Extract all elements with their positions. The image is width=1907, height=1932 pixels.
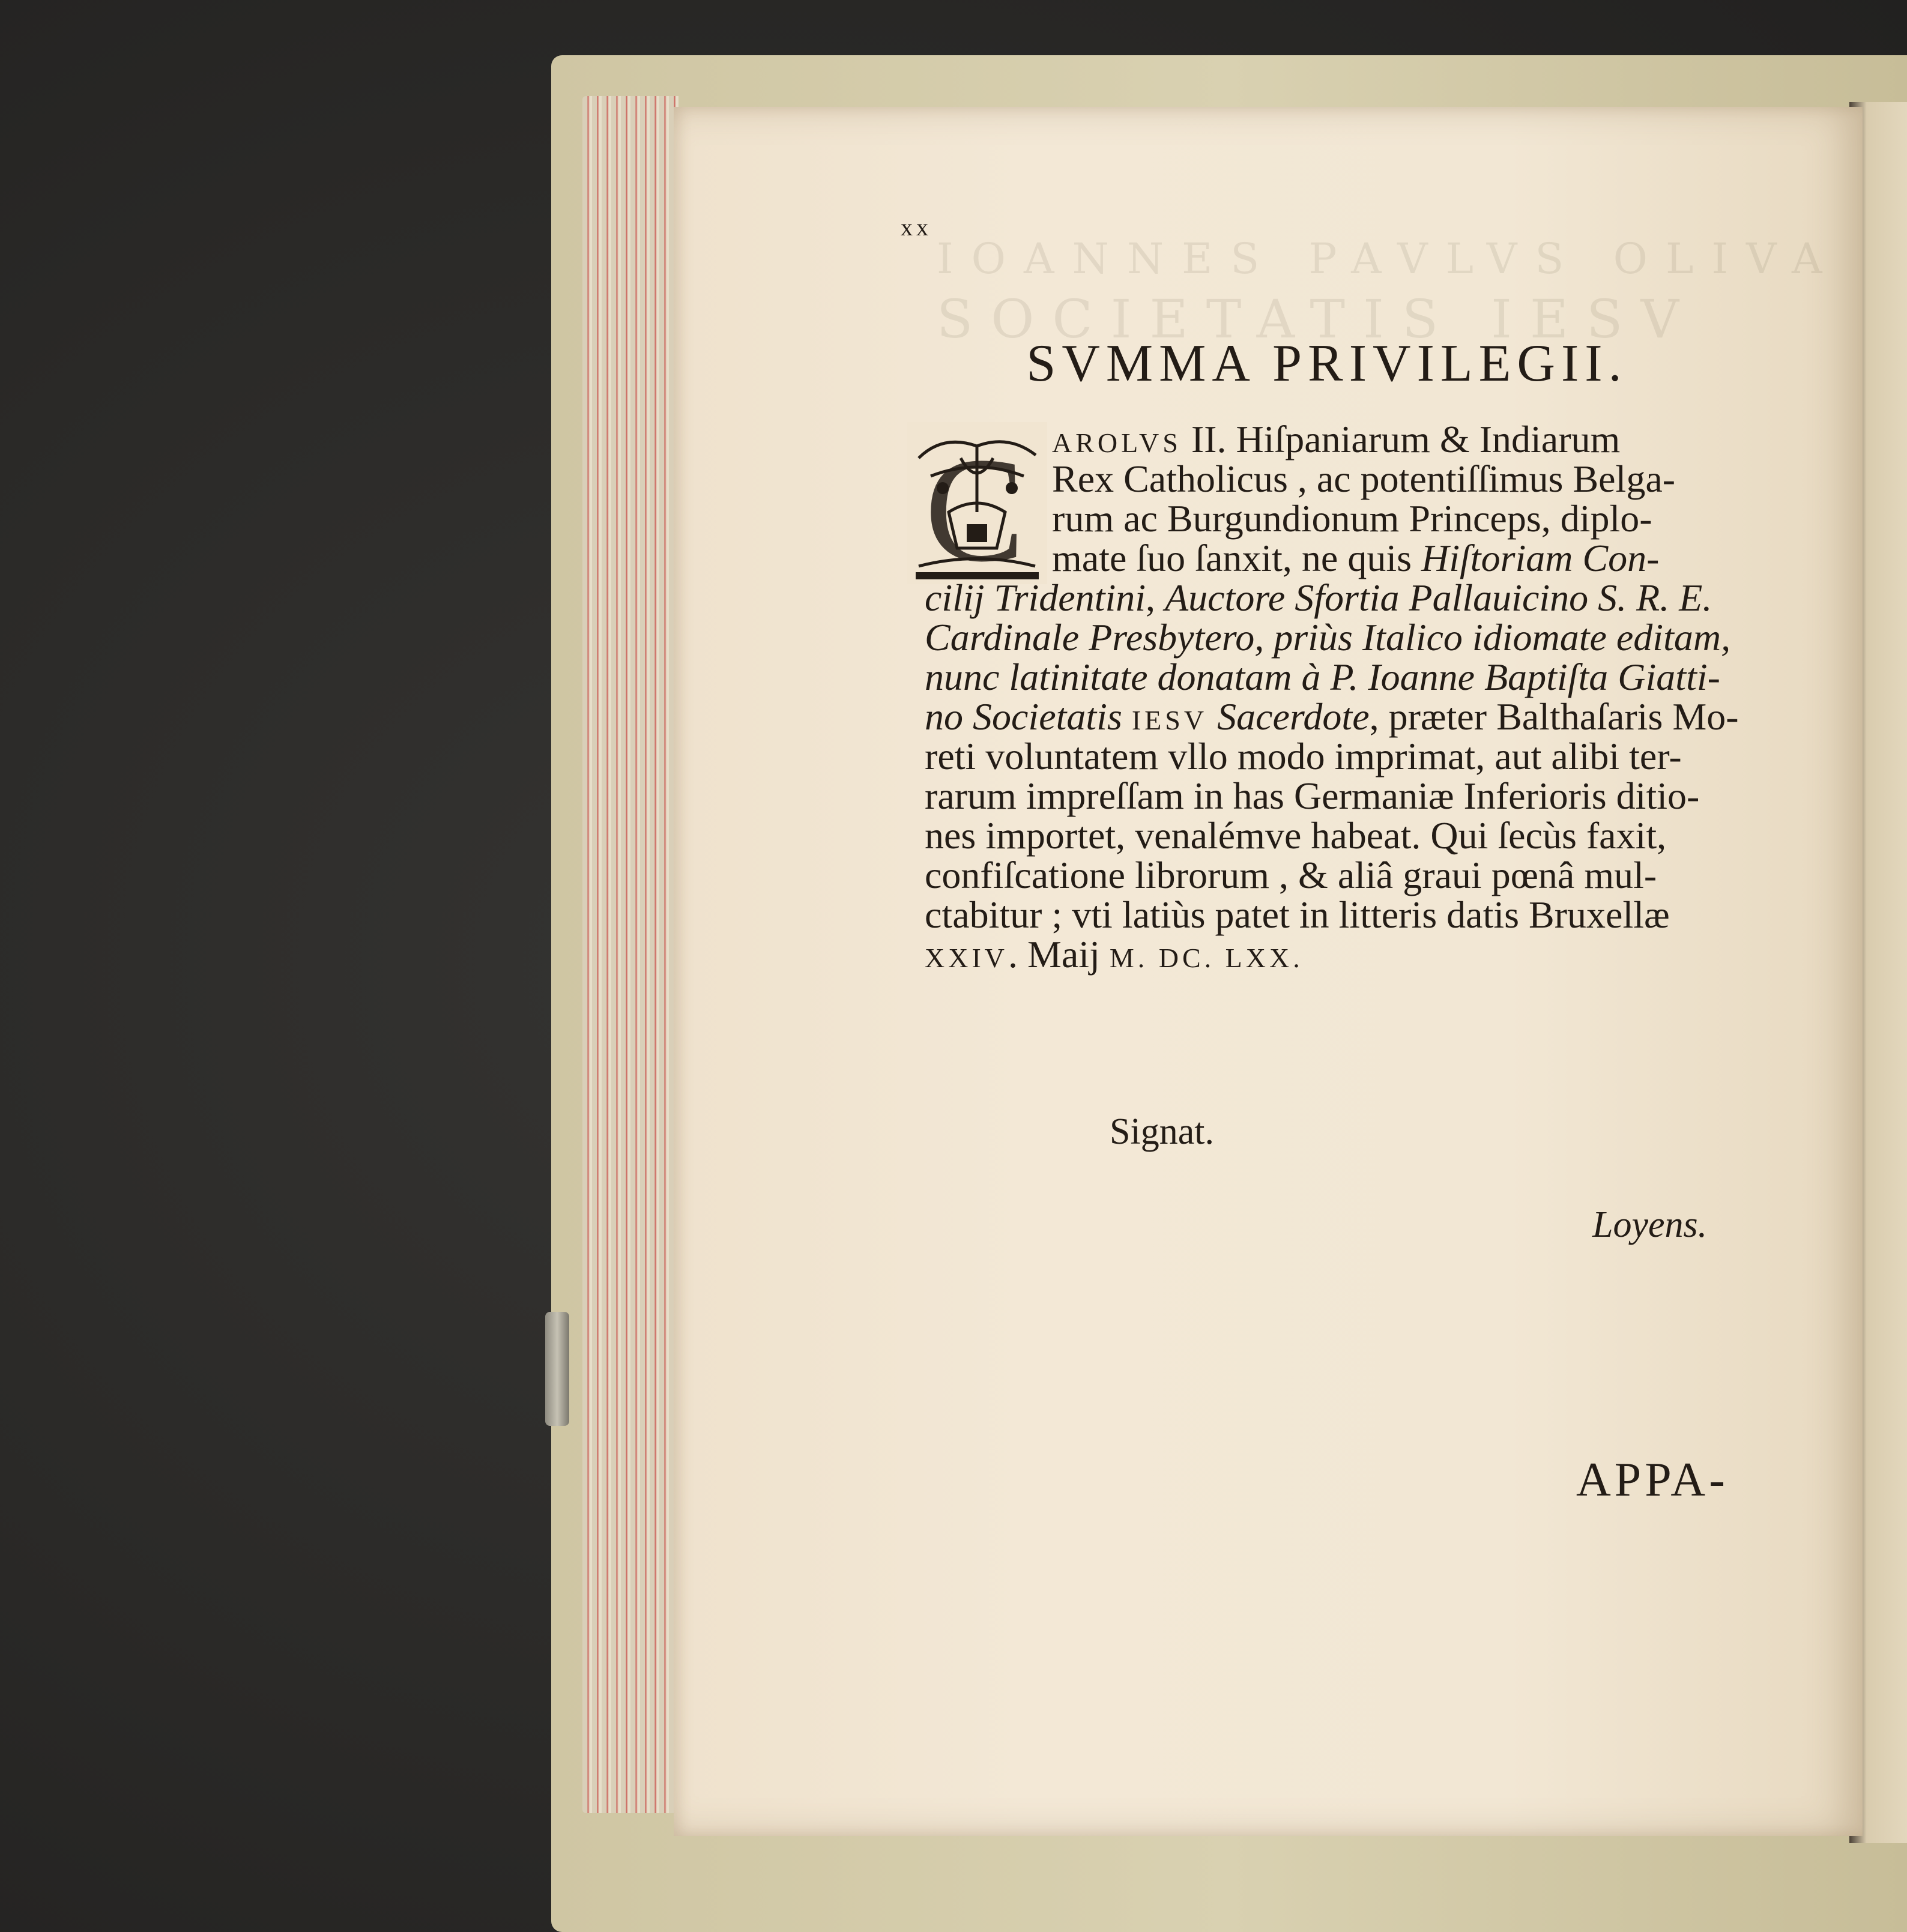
page-title: SVMMA PRIVILEGII. xyxy=(1026,334,1628,393)
decorated-initial-icon xyxy=(907,422,1047,584)
show-through-1: IOANNES PAVLVS OLIVA xyxy=(937,234,1840,283)
text-span: XXIV xyxy=(925,943,1008,973)
text-span: Rex Catholicus , ac potentiſſimus Belga- xyxy=(1052,457,1676,500)
text-span: ctabitur ; vti latiùs patet in litteris datis Bruxellæ xyxy=(925,893,1670,936)
text-line xyxy=(1052,497,1652,540)
text-span: AROLVS xyxy=(1052,427,1182,458)
text-span: cilij Tridentini xyxy=(925,576,1146,619)
text-span: nes importet, venalémve habeat. Qui ſecùs faxit, xyxy=(925,814,1667,857)
text-span: rarum impreſſam in has Germaniæ Inferioris ditio- xyxy=(925,774,1700,817)
text-line xyxy=(1052,539,1659,578)
text-line xyxy=(925,856,1657,895)
text-line xyxy=(925,774,1700,817)
text-span: IESV xyxy=(1131,705,1208,735)
text-span: rum ac Burgundionum Princeps, diplo- xyxy=(1052,497,1652,540)
text-line xyxy=(925,658,1720,696)
text-span: Auctore Sfortia Pallauicino S. R. E. xyxy=(1165,576,1712,619)
text-line xyxy=(925,695,1739,738)
text-span: confiſcatione librorum , & aliâ graui pœnâ mul- xyxy=(925,854,1657,896)
text-span: Sacerdote xyxy=(1207,695,1370,738)
catchword: APPA- xyxy=(1576,1454,1729,1506)
page-number: xx xyxy=(901,214,932,241)
text-line xyxy=(925,893,1670,936)
text-span: no Societatis xyxy=(925,695,1132,738)
text-span: , præter Balthaſaris Mo- xyxy=(1369,695,1739,738)
dropcap-letter: C xyxy=(925,427,1025,584)
text-line xyxy=(925,618,1730,657)
text-line xyxy=(925,814,1667,857)
text-span: nunc latinitate donatam à P. Ioanne Baptiſta Giatti- xyxy=(925,656,1720,698)
text-line xyxy=(1052,457,1676,500)
text-span: II. Hiſpaniarum & Indiarum xyxy=(1181,418,1621,460)
text-span: M. DC. LXX. xyxy=(1109,943,1304,973)
signature: Loyens. xyxy=(1592,1204,1708,1245)
text-span: Cardinale Presbytero, priùs Italico idiomate editam, xyxy=(925,616,1731,659)
text-span: reti voluntatem vllo modo imprimat, aut alibi ter- xyxy=(925,735,1682,777)
text-span: mate ſuo ſanxit, ne quis xyxy=(1052,537,1421,579)
text-span: Hiſtoriam Con- xyxy=(1421,537,1660,579)
book-clasp xyxy=(545,1312,569,1426)
show-through-2: SOCIETATIS IESV xyxy=(937,288,1697,350)
signat-label: Signat. xyxy=(1110,1111,1214,1152)
text-line xyxy=(1052,420,1620,459)
text-span: , xyxy=(1146,576,1165,619)
text-line xyxy=(925,935,1304,974)
text-line xyxy=(925,576,1712,619)
text-span: . Maij xyxy=(1008,933,1110,976)
text-line xyxy=(925,737,1682,776)
page-edges xyxy=(582,96,678,1813)
